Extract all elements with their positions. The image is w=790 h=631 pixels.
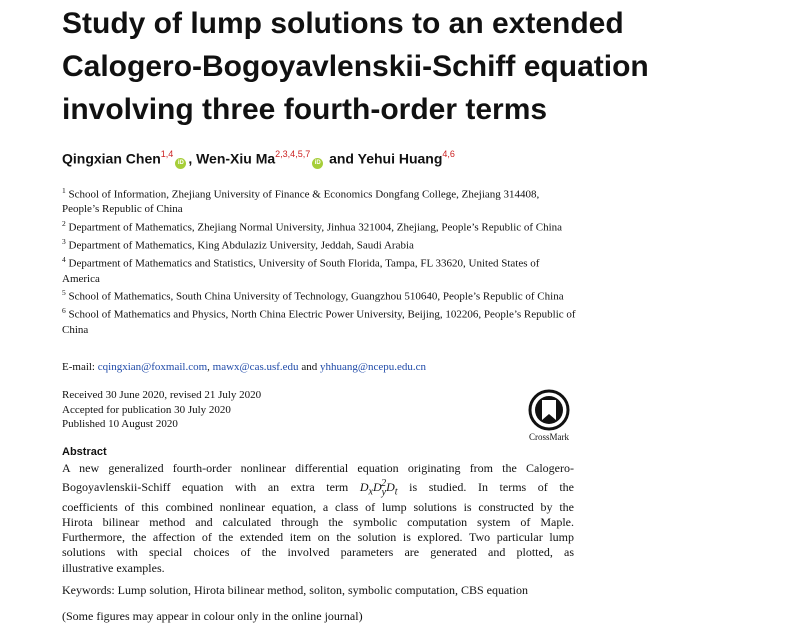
- affiliation-number: 1: [62, 186, 66, 195]
- author-name-1: Qingxian Chen: [62, 150, 161, 167]
- author-list: [62, 150, 782, 169]
- email-link-1[interactable]: cqingxian@foxmail.com: [97, 361, 208, 373]
- orcid-icon[interactable]: iD: [175, 158, 186, 169]
- abstract-line: coefficients of this combined nonlinear equation, a class of lump solutions is constructed by the: [62, 499, 574, 514]
- affiliation-number: 4: [62, 255, 66, 265]
- author-affil-1: 1,4: [160, 149, 174, 159]
- affiliation-text: Department of Mathematics, Zhejiang Normal University, Jinhua 321004, Zhejiang, People’s Republic of China: [68, 221, 563, 234]
- affiliation: [62, 304, 577, 337]
- affiliation-number: 5: [62, 288, 66, 298]
- abstract-line: A new generalized fourth-order nonlinear differential equation originating from the Calogero-: [62, 461, 574, 475]
- author-separator: ,: [188, 150, 197, 167]
- colour-note: (Some figures may appear in colour only in the online journal): [62, 609, 363, 623]
- author-name-3: Yehui Huang: [357, 150, 443, 167]
- title-line-2: Calogero-Bogoyavlenskii-Schiff equation: [62, 50, 649, 83]
- affiliation-text: Department of Mathematics, King Abdulaziz University, Jeddah, Saudi Arabia: [68, 239, 414, 252]
- crossmark-icon: [523, 389, 575, 433]
- crossmark-badge[interactable]: [523, 389, 575, 445]
- affiliation-text: School of Information, Zhejiang University of Finance & Economics Dongfang College, Zhejiang 314408, People’s Republic of China: [62, 188, 540, 216]
- affiliation-text: Department of Mathematics and Statistics, University of South Florida, Tampa, FL 33620, United States of America: [62, 258, 540, 285]
- paper-title: [62, 2, 782, 131]
- author-affil-3: 4,6: [442, 149, 455, 159]
- affiliation: [62, 253, 577, 286]
- email-label: E-mail:: [62, 361, 95, 373]
- affiliation: [62, 286, 577, 304]
- abstract-text: [62, 461, 574, 576]
- abstract-line: illustrative examples.: [62, 560, 165, 575]
- published-date: Published 10 August 2020: [62, 418, 178, 431]
- received-date: Received 30 June 2020, revised 21 July 2020: [62, 389, 262, 401]
- author-affil-2: 2,3,4,5,7: [275, 149, 311, 159]
- email-line: [62, 361, 662, 373]
- crossmark-label: CrossMark: [529, 432, 569, 442]
- orcid-icon[interactable]: iD: [312, 158, 323, 169]
- email-separator-and: and: [301, 361, 318, 373]
- affiliation-number: 2: [62, 218, 66, 228]
- publication-dates: [62, 388, 462, 432]
- affiliation-number: 3: [62, 237, 66, 247]
- math-term: $D_xD_y^2D_t$: [359, 478, 398, 498]
- abstract-heading: Abstract: [62, 446, 107, 458]
- abstract-line-text: is studied. In terms of the: [409, 480, 575, 495]
- author-separator-and: and: [329, 150, 354, 167]
- affiliation-text: School of Mathematics, South China University of Technology, Guangzhou 510640, People’s Republic of China: [68, 290, 564, 303]
- keywords: Keywords: Lump solution, Hirota bilinear method, soliton, symbolic computation, CBS equation: [62, 583, 528, 597]
- email-link-2[interactable]: mawx@cas.usf.edu: [212, 361, 299, 373]
- abstract-line: Hirota bilinear method and calculated through the symbolic computation system of Maple.: [62, 515, 574, 529]
- affiliation: [62, 235, 577, 253]
- affiliation-text: School of Mathematics and Physics, North China Electric Power University, Beijing, 102206, People’s Republic of China: [62, 309, 576, 336]
- author-name-2: Wen-Xiu Ma: [196, 150, 276, 167]
- title-line-1: Study of lump solutions to an extended: [62, 7, 624, 40]
- affiliation: [62, 184, 577, 217]
- affiliation: [62, 217, 577, 235]
- abstract-line: [62, 476, 574, 500]
- affiliation-list: [62, 184, 577, 337]
- email-separator: ,: [207, 361, 210, 373]
- abstract-line: Furthermore, the affection of the extended item on the solution is explored. Two particular lump: [62, 530, 574, 545]
- email-link-3[interactable]: yhhuang@ncepu.edu.cn: [319, 361, 426, 373]
- affiliation-number: 6: [62, 306, 66, 316]
- abstract-line-text: Bogoyavlenskii-Schiff equation with an extra term: [62, 480, 349, 495]
- abstract-line: solutions with special choices of the involved parameters are generated and plotted, as: [62, 545, 574, 560]
- title-line-3: involving three fourth-order terms: [62, 93, 548, 126]
- accepted-date: Accepted for publication 30 July 2020: [62, 403, 231, 416]
